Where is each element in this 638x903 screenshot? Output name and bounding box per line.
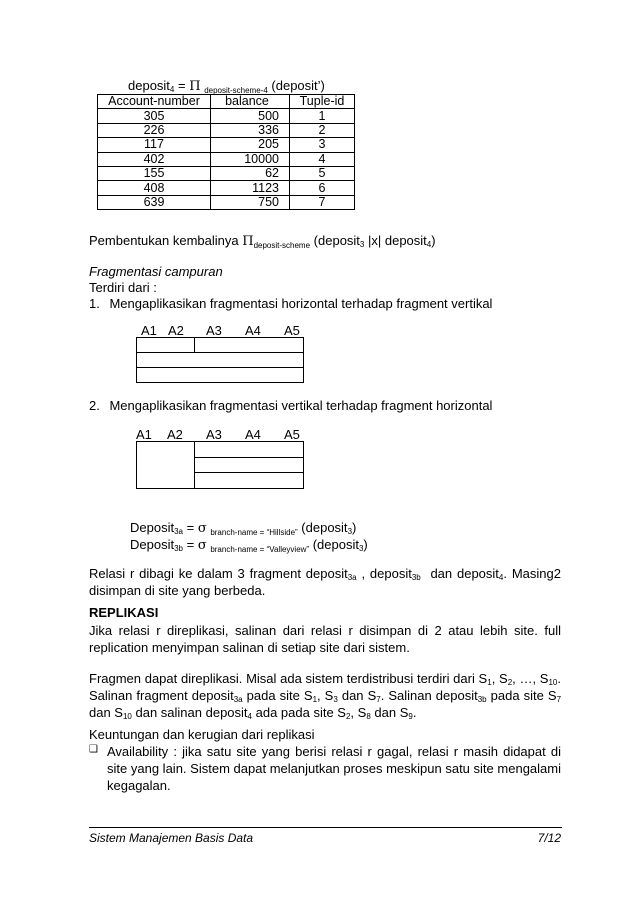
heading-replikasi: REPLIKASI [89,605,159,620]
header-balance: balance [211,95,290,109]
footer-rule [89,827,562,828]
attr-label: A2 [168,323,184,338]
divider [194,457,304,458]
attr-label: A5 [284,323,300,338]
header-tuple-id: Tuple-id [290,95,355,109]
table-row: 408 1123 6 [98,181,355,195]
attr-label: A2 [167,427,183,442]
pros-title: Keuntungan dan kerugian dari replikasi [89,727,315,742]
sigma-symbol: σ [197,521,207,536]
table-row: 155 62 5 [98,166,355,180]
selection-deposit3b: Deposit$_{3b}$ = σ $_{branch-name = “Valleyview”}$ (deposit$_3$) [130,537,368,554]
pi-symbol: Π [242,234,254,249]
replikasi-paragraph: Jika relasi r direplikasi, salinan dari relasi r disimpan di 2 atau lebih site. full replication menyimpan salinan di setiap site dari sistem. [89,623,561,655]
attr-label: A1 [136,427,152,442]
table-row: 402 10000 4 [98,152,355,166]
table-row: 639 750 7 [98,195,355,209]
sigma-symbol: σ [197,538,207,553]
table-header-row [98,95,355,109]
table-row: 226 336 2 [98,123,355,137]
section-title-mixed: Fragmentasi campuran [89,264,223,279]
item-1: 1. Mengaplikasikan fragmentasi horizontal terhadap fragment vertikal [89,296,493,311]
attr-label: A5 [284,427,300,442]
table-row: 117 205 3 [98,138,355,152]
projection-formula: deposit$_4$ = Π $_{deposit-scheme-4}$ (deposit’) [128,78,325,95]
attr-label: A1 [141,323,157,338]
divider [136,352,304,353]
selection-deposit3a: Deposit$_{3a}$ = σ $_{branch-name = “Hillside”}$ (deposit$_3$) [130,520,357,537]
attr-label: A4 [245,427,261,442]
deposit4-table [97,94,355,210]
relasi-paragraph: Relasi r dibagi ke dalam 3 fragment deposit$_{3a}$ , deposit$_{3b}$ dan deposit$_4$. Masing2 disimpan di site yang berbeda. [89,566,561,598]
page-number: 7/12 [537,831,561,845]
consists-label: Terdiri dari : [89,280,157,295]
fragment-diagram-1 [136,337,304,383]
divider [194,441,195,489]
header-account-number: Account-number [98,95,211,109]
divider [194,472,304,473]
attr-label: A4 [245,323,261,338]
bullet-icon: ❑ [89,744,98,755]
footer-title: Sistem Manajemen Basis Data [89,831,254,845]
pi-symbol: Π [189,79,201,94]
item-2: 2. Mengaplikasikan fragmentasi vertikal terhadap fragment horizontal [89,398,493,413]
fragment-diagram-2 [136,441,304,489]
table-row: 305 500 1 [98,109,355,123]
attr-label: A3 [206,427,222,442]
fragmen-paragraph: Fragmen dapat direplikasi. Misal ada sistem terdistribusi terdiri dari $S_1$, $S_2$, …, $S_{10}$. Salinan fragment deposit$_{3a}$ pada site $S_1$, $S_3$ dan $S_7$. Salinan deposit$_{3b}$ pada site $S_7$ dan $S_{10}$ dan salinan deposit$_4$ ada pada site $S_2$, $S_8$ dan $S_9$. [89,671,562,721]
divider [194,337,195,352]
availability-paragraph: Availability : jika satu site yang berisi relasi r gagal, relasi r masih didapat di site yang lain. Sistem dapat melanjutkan proses meskipun satu site mengalami kegagalan. [107,744,561,793]
reconstruction-formula: Pembentukan kembalinya $\Pi_{deposit-scheme}$ (deposit$_3$ |x| deposit$_4$) [89,233,436,250]
divider [136,367,304,368]
attr-label: A3 [206,323,222,338]
